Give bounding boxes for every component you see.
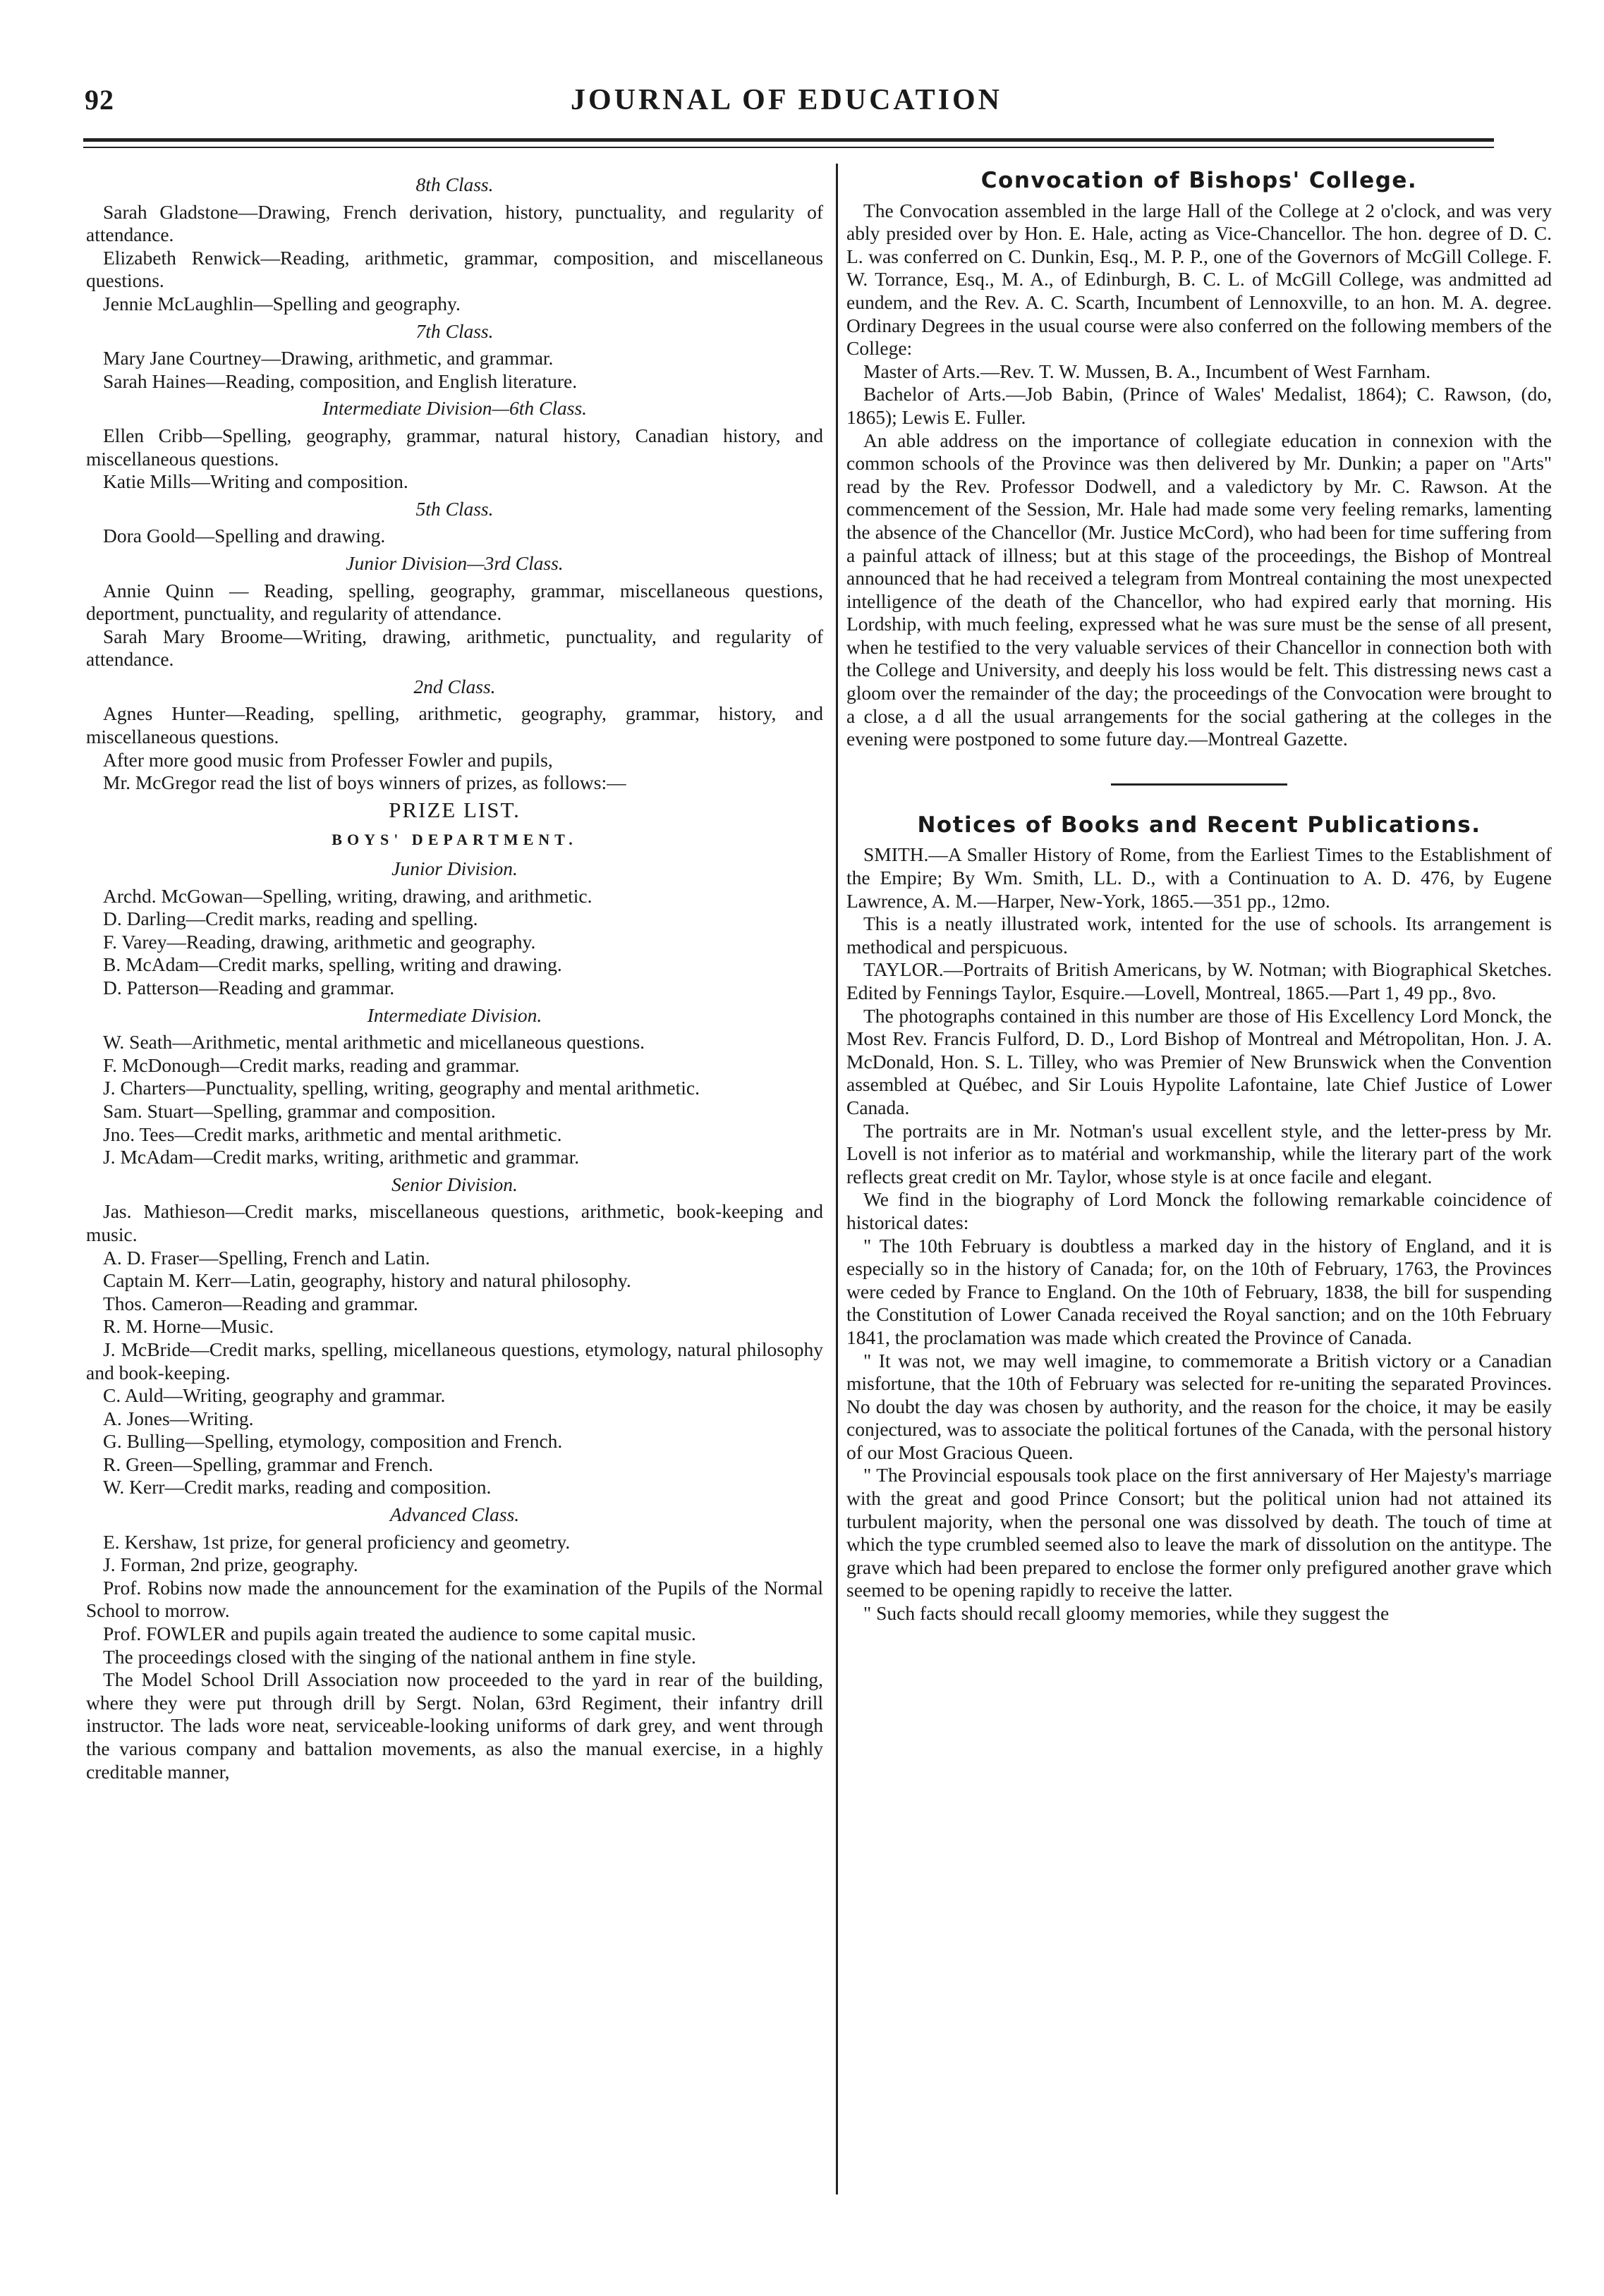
right-column	[846, 169, 1552, 1625]
paragraph: " It was not, we may well imagine, to commemorate a British victory or a Canadian misfortune, that the 10th of February was selected for re-uniting the separated Provinces. No doubt the day was chosen by authority, and the reason for the choice, it may be easily conjectured, was to associate the political fortunes of the Canada, with the personal history of our Most Gracious Queen.	[846, 1349, 1552, 1463]
paragraph: The portraits are in Mr. Notman's usual excellent style, and the letter-press by Mr. Lovell is not inferior as to matérial and workmanship, while the literary part of the work reflects great credit on Mr. Taylor, whose style is at once facile and elegant.	[846, 1119, 1552, 1187]
paragraph: This is a neatly illustrated work, intented for the use of schools. Its arrangement is methodical and perspicuous.	[846, 912, 1552, 958]
award-entry: Elizabeth Renwick—Reading, arithmetic, grammar, composition, and miscellaneous questions.	[86, 246, 823, 292]
award-entry: Ellen Cribb—Spelling, geography, grammar, natural history, Canadian history, and miscellaneous questions.	[86, 424, 823, 470]
class-2-heading: 2nd Class.	[413, 675, 496, 697]
award-entry: A. Jones—Writing.	[103, 1407, 254, 1429]
paragraph: SMITH.—A Smaller History of Rome, from the Earliest Times to the Establishment of the Empire; By Wm. Smith, LL. D., with a Continuation to A. D. 476, by Eugene Lawrence, A. M.—Harper, New-York, 1865.—351 pp., 12mo.	[846, 843, 1552, 912]
award-entry: Jno. Tees—Credit marks, arithmetic and mental arithmetic.	[103, 1123, 562, 1145]
paragraph: " Such facts should recall gloomy memories, while they suggest the	[863, 1602, 1390, 1625]
notices-heading: Notices of Books and Recent Publications.	[917, 812, 1481, 838]
class-7-heading: 7th Class.	[415, 319, 494, 342]
award-entry: W. Kerr—Credit marks, reading and composition.	[103, 1476, 492, 1498]
award-entry: A. D. Fraser—Spelling, French and Latin.	[103, 1246, 430, 1269]
boys-intermediate-heading: Intermediate Division.	[367, 1003, 542, 1026]
intermediate-heading: Intermediate Division—6th Class.	[322, 397, 588, 420]
award-entry: Agnes Hunter—Reading, spelling, arithmetic, geography, grammar, history, and miscellaneous questions.	[86, 702, 823, 748]
award-entry: R. M. Horne—Music.	[103, 1315, 274, 1338]
paragraph: Bachelor of Arts.—Job Babin, (Prince of Wales' Medalist, 1864); C. Rawson, (do, 1865); Lewis E. Fuller.	[846, 383, 1552, 428]
convocation-heading: Convocation of Bishops' College.	[980, 168, 1418, 193]
award-entry: F. Varey—Reading, drawing, arithmetic and geography.	[103, 930, 536, 953]
award-entry: Thos. Cameron—Reading and grammar.	[103, 1292, 418, 1314]
paragraph: Master of Arts.—Rev. T. W. Mussen, B. A., Incumbent of West Farnham.	[863, 360, 1431, 382]
advanced-heading: Advanced Class.	[389, 1503, 520, 1526]
award-entry: Sarah Mary Broome—Writing, drawing, arithmetic, punctuality, and regularity of attendance.	[86, 625, 823, 671]
award-entry: Annie Quinn — Reading, spelling, geography, grammar, miscellaneous questions, deportment, punctuality, and regularity of attendance.	[86, 579, 823, 625]
award-entry: Dora Goold—Spelling and drawing.	[103, 525, 386, 547]
journal-title: JOURNAL OF EDUCATION	[570, 84, 1003, 116]
award-entry: Katie Mills—Writing and composition.	[103, 470, 408, 493]
page-header	[85, 83, 1488, 126]
boys-junior-heading: Junior Division.	[391, 857, 518, 880]
paragraph: An able address on the importance of collegiate education in connexion with the common schools of the Province was then delivered by Mr. Dunkin; a paper on "Arts" read by the Rev. Professor Dodwell, and a valedictory by Mr. C. Rawson. At the commencement of the Session, Mr. Hale had made some very feeling remarks, lamenting the absence of the Chancellor (Mr. Justice McCord), who had been for time suffering from a painful attack of illness; but at this stage of the proceedings, the Bishop of Montreal announced that he had received a telegram from Montreal containing the most unexpected intelligence of the death of the Chancellor, who had expired early that morning. His Lordship, with much feeling, expressed what he was sure must be the sense of all present, when he testified to the very valuable services of their Chancellor in connection both with the College and University, and deeply his loss would be felt. This distressing news cast a gloom over the remainder of the day; the proceedings of the Convocation were brought to a close, a d all the usual arrangements for the social gathering at the colleges in the evening were postponed to some future day.—Montreal Gazette.	[846, 429, 1552, 750]
award-entry: Archd. McGowan—Spelling, writing, drawing, and arithmetic.	[103, 884, 593, 907]
award-entry: W. Seath—Arithmetic, mental arithmetic and micellaneous questions.	[103, 1031, 645, 1054]
boys-senior-heading: Senior Division.	[391, 1173, 518, 1195]
paragraph: The photographs contained in this number are those of His Excellency Lord Monck, the Most Rev. Francis Fulford, D. D., Lord Bishop of Montreal and Métropolitan, Hon. J. A. McDonald, Hon. S. L. Tilley, who was Premier of New Brunswick when the Convention assembled at Québec, and Sir Louis Hypolite Lafontaine, late Chief Justice of Lower Canada.	[846, 1004, 1552, 1118]
award-entry: B. McAdam—Credit marks, spelling, writing and drawing.	[103, 953, 562, 976]
prize-list-heading: PRIZE LIST.	[389, 797, 521, 822]
award-entry: Captain M. Kerr—Latin, geography, history and natural philosophy.	[103, 1269, 631, 1292]
column-divider	[836, 164, 838, 2194]
award-entry: G. Bulling—Spelling, etymology, composition and French.	[103, 1430, 563, 1453]
award-entry: Jas. Mathieson—Credit marks, miscellaneous questions, arithmetic, book-keeping and music.	[86, 1200, 823, 1245]
paragraph: The Convocation assembled in the large Hall of the College at 2 o'clock, and was very ably presided over by Hon. E. Hale, acting as Vice-Chancellor. The hon. degree of D. C. L. was conferred on C. Dunkin, Esq., M. P. P., one of the Governors of McGill College. F. W. Torrance, Esq., M. A., of Edinburgh, B. C. L. of McGill College, was andmitted ad eundem, and the Rev. A. C. Scarth, Incumbent of Lennoxville, to an hon. M. A. degree. Ordinary Degrees in the usual course were also conferred on the following members of the College:	[846, 199, 1552, 360]
award-entry: F. McDonough—Credit marks, reading and grammar.	[103, 1054, 520, 1076]
paragraph: We find in the biography of Lord Monck the following remarkable coincidence of historical dates:	[846, 1188, 1552, 1233]
paragraph: TAYLOR.—Portraits of British Americans, by W. Notman; with Biographical Sketches. Edited by Fennings Taylor, Esquire.—Lovell, Montreal, 1865.—Part 1, 49 pp., 8vo.	[846, 958, 1552, 1003]
page-number: 92	[85, 84, 114, 116]
section-divider	[1111, 783, 1287, 786]
header-rule-thin	[83, 147, 1494, 148]
award-entry: Sam. Stuart—Spelling, grammar and composition.	[103, 1099, 496, 1122]
award-entry: J. Forman, 2nd prize, geography.	[103, 1553, 358, 1576]
award-entry: D. Patterson—Reading and grammar.	[103, 977, 395, 999]
award-entry: E. Kershaw, 1st prize, for general proficiency and geometry.	[103, 1530, 571, 1553]
award-entry: D. Darling—Credit marks, reading and spelling.	[103, 908, 478, 930]
header-rule-thick	[83, 138, 1494, 142]
award-entry: Sarah Haines—Reading, composition, and English literature.	[103, 370, 578, 392]
award-entry: J. McAdam—Credit marks, writing, arithmetic and grammar.	[103, 1146, 580, 1168]
award-entry: J. Charters—Punctuality, spelling, writing, geography and mental arithmetic.	[103, 1077, 700, 1099]
junior-3-heading: Junior Division—3rd Class.	[346, 551, 564, 574]
award-entry: Mary Jane Courtney—Drawing, arithmetic, and grammar.	[103, 347, 554, 370]
paragraph: Mr. McGregor read the list of boys winners of prizes, as follows:—	[103, 771, 626, 794]
award-entry: Jennie McLaughlin—Spelling and geography.	[103, 292, 461, 315]
class-5-heading: 5th Class.	[415, 497, 494, 520]
paragraph: The proceedings closed with the singing of the national anthem in fine style.	[103, 1645, 696, 1668]
award-entry: R. Green—Spelling, grammar and French.	[103, 1453, 434, 1475]
paragraph: Prof. Robins now made the announcement for the examination of the Pupils of the Normal School to morrow.	[86, 1576, 823, 1622]
paragraph: " The Provincial espousals took place on the first anniversary of Her Majesty's marriage with the great and good Prince Consort; but the political union had not attained its turbulent majority, when the personal one was dissolved by death. The touch of time at which the type crumbled seemed also to leave the mark of dissolution on the antitype. The grave which had been prepared to enclose the former only prefigured another grave which seemed to be opening rapidly to receive the latter.	[846, 1464, 1552, 1601]
award-entry: Sarah Gladstone—Drawing, French derivation, history, punctuality, and regularity of attendance.	[86, 200, 823, 246]
paragraph: The Model School Drill Association now proceeded to the yard in rear of the building, where they were put through drill by Sergt. Nolan, 63rd Regiment, their infantry drill instructor. The lads wore neat, serviceable-looking uniforms of dark grey, and went through the various company and battalion movements, as also the manual exercise, in a highly creditable manner,	[86, 1668, 823, 1783]
paragraph: Prof. FOWLER and pupils again treated the audience to some capital music.	[103, 1623, 696, 1645]
award-entry: C. Auld—Writing, geography and grammar.	[103, 1384, 446, 1407]
award-entry: J. McBride—Credit marks, spelling, micellaneous questions, etymology, natural philosophy and book-keeping.	[86, 1338, 823, 1384]
boys-department-heading: BOYS' DEPARTMENT.	[332, 831, 578, 849]
class-8-heading: 8th Class.	[415, 173, 494, 195]
paragraph: After more good music from Professer Fowler and pupils,	[103, 748, 553, 771]
left-column	[86, 169, 823, 1783]
paragraph: " The 10th February is doubtless a marked day in the history of England, and it is especially so in the history of Canada; for, on the 10th of February, 1763, the Provinces were ceded by France to England. On the 10th of February, 1838, the bill for suspending the Constitution of Lower Canada received the Royal sanction; and on the 10th February 1841, the proclamation was made which created the Province of Canada.	[846, 1234, 1552, 1348]
